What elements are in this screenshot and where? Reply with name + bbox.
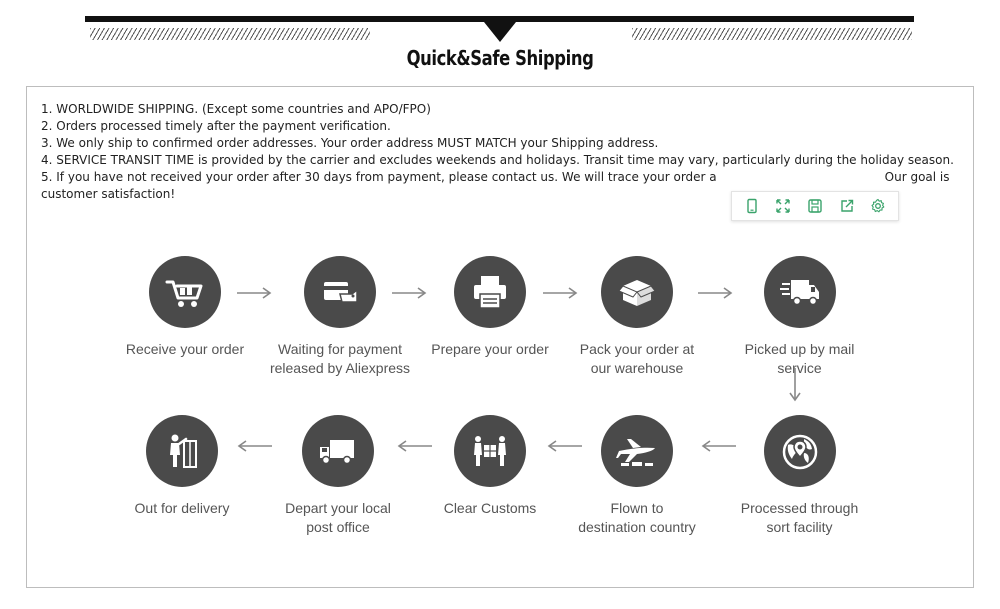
step-out-for-delivery-circle xyxy=(146,415,218,487)
step-prepare-order-label: Prepare your order xyxy=(431,341,549,357)
header-notch xyxy=(484,22,516,42)
step-depart-post-office-label-1: Depart your local xyxy=(285,500,391,516)
delivery-person-icon xyxy=(160,429,204,473)
step-out-for-delivery-label: Out for delivery xyxy=(134,500,230,516)
step-sort-facility-label xyxy=(722,499,877,537)
step-pack-order-label-2: our warehouse xyxy=(590,360,684,376)
step-picked-up-label: Picked up by mail service xyxy=(744,341,855,376)
step-flown-label-1: Flown to xyxy=(610,500,664,516)
step-out-for-delivery xyxy=(107,415,257,518)
printer-icon xyxy=(468,270,512,314)
step-prepare-order-circle xyxy=(454,256,526,328)
step-depart-post-office xyxy=(263,415,413,537)
step-sort-facility-label-2: sort facility xyxy=(766,519,833,535)
airplane-icon xyxy=(615,429,659,473)
save-icon[interactable] xyxy=(802,194,828,218)
expand-icon[interactable] xyxy=(770,194,796,218)
step-flown-label-2: destination country xyxy=(578,519,696,535)
step-flown xyxy=(562,415,712,537)
step-pack-order-label-1: Pack your order at xyxy=(579,341,695,357)
fast-truck-icon xyxy=(778,270,822,314)
step-waiting-payment xyxy=(265,256,415,378)
policy-line-5-end: Our goal is customer satisfaction! xyxy=(41,170,950,201)
truck-icon xyxy=(316,429,360,473)
header-hatch-left xyxy=(90,28,370,40)
card-payment-icon xyxy=(318,270,362,314)
step-pack-order-circle xyxy=(601,256,673,328)
step-prepare-order xyxy=(415,256,565,359)
policy-line-5-start: 5. If you have not received your order after 30 days from payment, please contact us. We will trace your order a xyxy=(41,170,717,184)
box-icon xyxy=(615,270,659,314)
step-sort-facility xyxy=(722,415,877,537)
step-depart-post-office-label xyxy=(263,499,413,537)
step-clear-customs xyxy=(415,415,565,518)
policy-line-2: 2. Orders processed timely after the payment verification. xyxy=(41,119,391,133)
step-receive-order-circle xyxy=(149,256,221,328)
globe-pin-icon xyxy=(778,429,822,473)
step-clear-customs-label: Clear Customs xyxy=(443,500,537,516)
step-depart-post-office-circle xyxy=(302,415,374,487)
cart-icon xyxy=(163,270,207,314)
step-picked-up-circle xyxy=(764,256,836,328)
step-clear-customs-circle xyxy=(454,415,526,487)
phone-icon[interactable] xyxy=(739,194,765,218)
step-receive-order-label: Receive your order xyxy=(125,341,245,357)
policy-line-1: 1. WORLDWIDE SHIPPING. (Except some countries and APO/FPO) xyxy=(41,102,431,116)
header-hatch-right xyxy=(632,28,912,40)
step-flown-circle xyxy=(601,415,673,487)
policy-text xyxy=(41,101,961,203)
section-title: Quick&Safe Shipping xyxy=(406,46,594,70)
settings-icon[interactable] xyxy=(865,194,891,218)
step-sort-facility-label-1: Processed through xyxy=(740,500,859,516)
step-sort-facility-circle xyxy=(764,415,836,487)
step-pack-order xyxy=(562,256,712,378)
step-pack-order-label xyxy=(562,340,712,378)
share-icon[interactable] xyxy=(834,194,860,218)
step-waiting-payment-label-1: Waiting for payment xyxy=(278,341,402,357)
arrow-down-1 xyxy=(789,368,801,402)
step-waiting-payment-label-2: released by Aliexpress xyxy=(269,360,411,376)
customs-icon xyxy=(468,429,512,473)
step-waiting-payment-circle xyxy=(304,256,376,328)
step-receive-order xyxy=(110,256,260,359)
floating-toolbar xyxy=(731,191,899,221)
step-depart-post-office-label-2: post office xyxy=(306,519,370,535)
step-flown-label xyxy=(562,499,712,537)
policy-line-3: 3. We only ship to confirmed order addresses. Your order address MUST MATCH your Shipping address. xyxy=(41,136,659,150)
step-picked-up xyxy=(722,256,877,378)
policy-line-4: 4. SERVICE TRANSIT TIME is provided by the carrier and excludes weekends and holidays. Transit time may vary, particularly during the holiday season. xyxy=(41,153,954,167)
step-waiting-payment-label xyxy=(265,340,415,378)
